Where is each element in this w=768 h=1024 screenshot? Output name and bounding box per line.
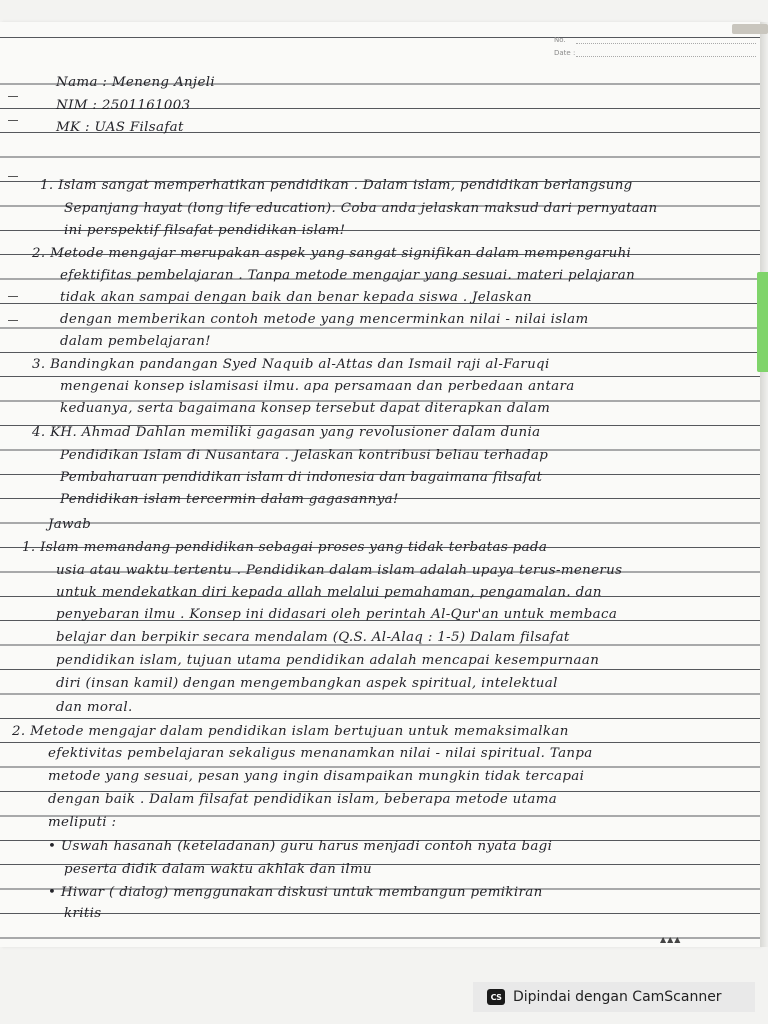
margin-tick [8, 296, 18, 297]
margin-tick [8, 176, 18, 177]
margin-tick [8, 96, 18, 97]
page-tab-strip [732, 24, 768, 34]
camscanner-text: Dipindai dengan CamScanner [513, 989, 722, 1005]
green-sticky-tab [757, 272, 768, 372]
page-continuation-dots: ▲▲▲ [660, 935, 682, 944]
date-field: Date : [554, 49, 576, 57]
page-edge [760, 22, 768, 947]
camscanner-logo-icon: CS [487, 989, 505, 1005]
margin-tick [8, 120, 18, 121]
no-field: No. [554, 36, 566, 44]
margin-tick [8, 320, 18, 321]
camscanner-watermark [473, 982, 755, 1012]
